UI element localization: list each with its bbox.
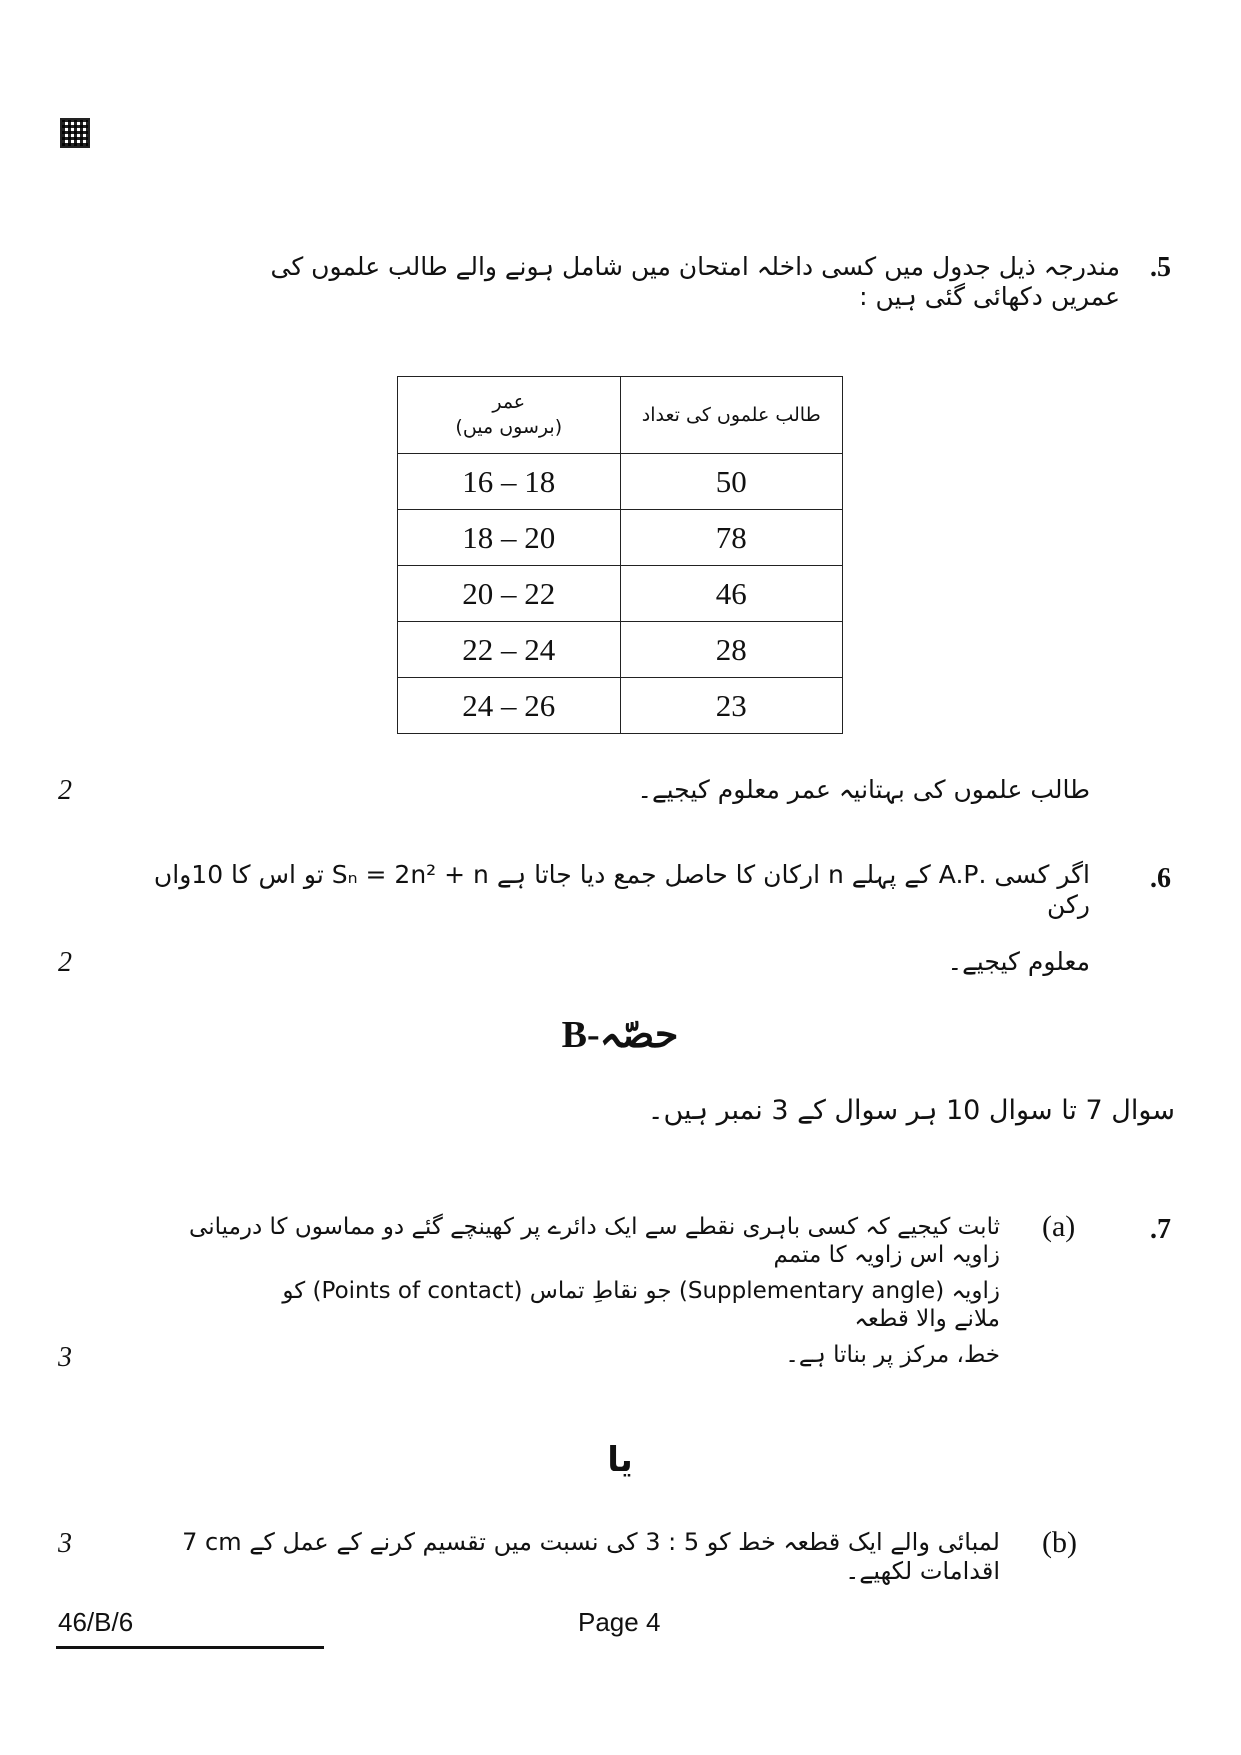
question-7-part-a-label: (a) — [1042, 1210, 1076, 1243]
question-6-marks: 2 — [58, 947, 72, 978]
header-age-line1: عمر — [492, 391, 526, 414]
table-row — [398, 678, 843, 734]
question-5-text: مندرجہ ذیل جدول میں کسی داخلہ امتحان میں شامل ہونے والے طالب علموں کی عمریں دکھائی گئی ہیں : — [270, 252, 1120, 311]
age-cell: 22 – 24 — [398, 622, 621, 678]
page-number: Page 4 — [578, 1607, 661, 1637]
question-6-line1: اگر کسی .A.P کے پہلے n ارکان کا حاصل جمع دیا جاتا ہے Sₙ = 2n² + n تو اس کا 10واں رکن — [153, 860, 1090, 919]
question-7-part-a-line2: زاویہ (Supplementary angle) جو نقاطِ تماس (Points of contact) کو ملانے والا قطعہ — [282, 1278, 1000, 1332]
table-row — [398, 622, 843, 678]
header-age — [398, 377, 621, 454]
table-row — [398, 454, 843, 510]
age-cell: 20 – 22 — [398, 566, 621, 622]
footer-underline — [56, 1646, 324, 1649]
question-7-part-b-label: (b) — [1042, 1526, 1077, 1559]
count-cell: 50 — [620, 454, 843, 510]
question-7-number: .7 — [1150, 1214, 1171, 1245]
question-6-line2: معلوم کیجیے۔ — [947, 947, 1090, 976]
or-separator: یا — [607, 1440, 633, 1480]
question-7-part-b-text: 7 cm لمبائی والے ایک قطعہ خط کو 5 : 3 کی نسبت میں تقسیم کرنے کے عمل کے اقدامات لکھیے۔ — [182, 1528, 1000, 1585]
section-b-title: حصّہ-B — [561, 1014, 679, 1056]
question-7-part-a-line1: ثابت کیجیے کہ کسی باہری نقطے سے ایک دائرے پر کھینچے گئے دو مماسوں کا درمیانی زاویہ اس زاویہ کا متمم — [189, 1214, 1000, 1268]
table-row — [398, 566, 843, 622]
question-7-part-a-line3: خط، مرکز پر بناتا ہے۔ — [785, 1342, 1000, 1368]
question-5-number: .5 — [1150, 252, 1171, 283]
age-cell: 16 – 18 — [398, 454, 621, 510]
table-row — [398, 510, 843, 566]
question-7-part-b-marks: 3 — [58, 1528, 72, 1559]
section-b-note: سوال 7 تا سوال 10 ہر سوال کے 3 نمبر ہیں۔ — [647, 1095, 1175, 1126]
age-cell: 24 – 26 — [398, 678, 621, 734]
count-cell: 46 — [620, 566, 843, 622]
header-count: طالب علموں کی تعداد — [620, 377, 843, 454]
age-frequency-table — [397, 376, 843, 734]
question-5-instruction: طالب علموں کی بہتانیہ عمر معلوم کیجیے۔ — [637, 775, 1090, 804]
qr-code-icon — [60, 118, 90, 148]
count-cell: 28 — [620, 622, 843, 678]
age-cell: 18 – 20 — [398, 510, 621, 566]
question-7-part-a-marks: 3 — [58, 1342, 72, 1373]
count-cell: 78 — [620, 510, 843, 566]
question-5-marks: 2 — [58, 775, 72, 806]
header-age-line2: (برسوں میں) — [455, 416, 563, 438]
question-6-number: .6 — [1150, 863, 1171, 894]
table-header-row — [398, 377, 843, 454]
paper-code: 46/B/6 — [58, 1607, 134, 1637]
count-cell: 23 — [620, 678, 843, 734]
